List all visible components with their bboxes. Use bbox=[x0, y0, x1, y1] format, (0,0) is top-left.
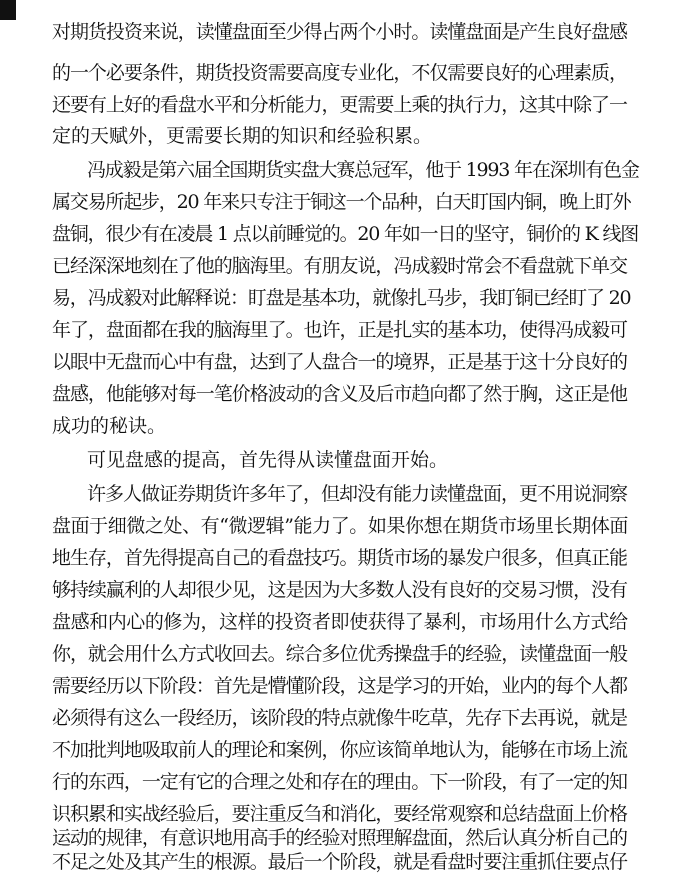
line-text: 的一个必要条件，期货投资需要高度专业化，不仅需要良好的心理素质， bbox=[52, 62, 627, 84]
line-text: 运动的规律，有意识地用高手的经验对照理解盘面，然后认真分析自己的 bbox=[52, 827, 627, 849]
line-text: 盘面于细微之处、有“微逻辑”能力了。如果你想在期货市场里长期体面 bbox=[52, 515, 629, 537]
line-text: 不足之处及其产生的根源。最后一个阶段，就是看盘时要注重抓住要点仔 bbox=[52, 851, 627, 873]
line-text: 可见盘感的提高，首先得从读懂盘面开始。 bbox=[87, 449, 449, 471]
line-text: 定的天赋外，更需要长期的知识和经验积累。 bbox=[52, 125, 433, 147]
line-text: 盘铜，很少有在凌晨 1 点以前睡觉的。20 年如一日的坚守，铜价的 K 线图 bbox=[52, 223, 639, 245]
line-text: 盘感，他能够对每一笔价格波动的含义及后市趋向都了然于胸，这正是他 bbox=[52, 383, 627, 405]
line-text: 易，冯成毅对此解释说：盯盘是基本功，就像扎马步，我盯铜已经盯了 20 bbox=[52, 287, 631, 309]
line-text: 冯成毅是第六届全国期货实盘大赛总冠军，他于 1993 年在深圳有色金 bbox=[87, 159, 639, 181]
line-text: 够持续赢利的人却很少见，这是因为大多数人没有良好的交易习惯，没有 bbox=[52, 579, 627, 601]
line-text: 还要有上好的看盘水平和分析能力，更需要上乘的执行力，这其中除了一 bbox=[52, 94, 627, 116]
line-text: 不加批判地吸取前人的理论和案例，你应该简单地认为，能够在市场上流 bbox=[52, 739, 627, 761]
line-text: 年了，盘面都在我的脑海里了。也许，正是扎实的基本功，使得冯成毅可 bbox=[52, 319, 627, 341]
text-line bbox=[0, 842, 681, 882]
line-text: 成功的秘诀。 bbox=[52, 415, 167, 437]
line-text: 识积累和实战经验后，要注重反刍和消化，要经常观察和总结盘面上价格 bbox=[52, 803, 627, 825]
line-text: 已经深深地刻在了他的脑海里。有朋友说，冯成毅时常会不看盘就下单交 bbox=[52, 255, 627, 277]
line-text: 必须得有这么一段经历，该阶段的特点就像牛吃草，先存下去再说，就是 bbox=[52, 707, 627, 729]
text-line bbox=[0, 12, 681, 52]
line-text: 你，就会用什么方式收回去。综合多位优秀操盘手的经验，读懂盘面一般 bbox=[52, 643, 627, 665]
line-text: 行的东西，一定有它的合理之处和存在的理由。下一阶段，有了一定的知 bbox=[52, 771, 627, 793]
line-text: 地生存，首先得提高自己的看盘技巧。期货市场的暴发户很多，但真正能 bbox=[52, 547, 627, 569]
line-text: 对期货投资来说，读懂盘面至少得占两个小时。读懂盘面是产生良好盘感 bbox=[52, 21, 627, 43]
line-text: 许多人做证券期货许多年了，但却没有能力读懂盘面，更不用说洞察 bbox=[87, 483, 628, 505]
line-text: 盘感和内心的修为，这样的投资者即使获得了暴利，市场用什么方式给 bbox=[52, 611, 628, 633]
line-text: 以眼中无盘而心中有盘，达到了人盘合一的境界，正是基于这十分良好的 bbox=[52, 351, 627, 373]
line-text: 需要经历以下阶段：首先是懵懂阶段，这是学习的开始，业内的每个人都 bbox=[52, 675, 627, 697]
line-text: 属交易所起步，20 年来只专注于铜这一个品种，白天盯国内铜，晚上盯外 bbox=[52, 191, 631, 213]
